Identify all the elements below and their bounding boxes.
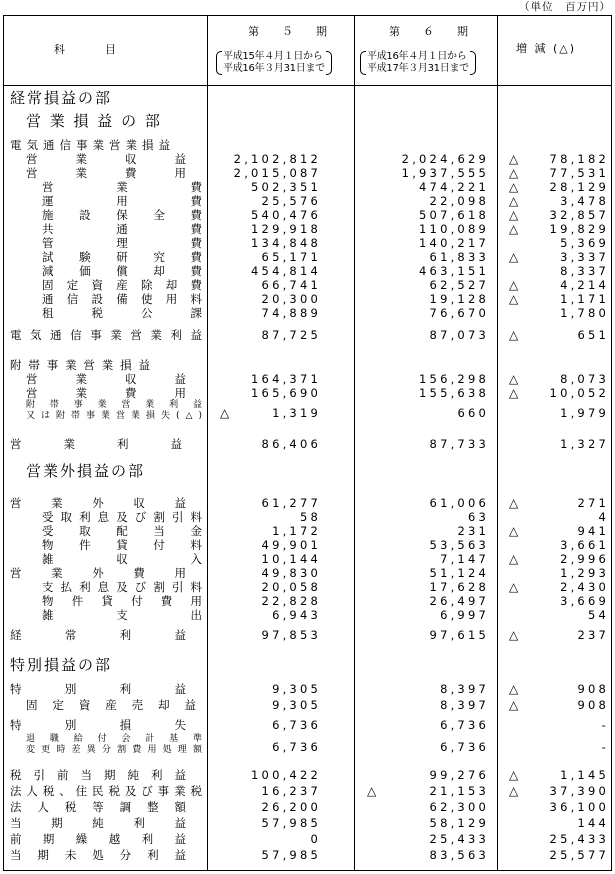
section-tokubetsu: 特別損益の部	[10, 656, 113, 674]
row-value-period5: 1,172	[272, 524, 321, 538]
row-value-period6: 1,937,555	[401, 166, 489, 180]
table-row	[4, 538, 613, 552]
row-value-period6: 97,615	[429, 628, 489, 642]
row-label: 附帯事業営業利益	[26, 400, 202, 410]
row-value-diff: 271	[577, 496, 609, 510]
table-row	[4, 768, 613, 782]
row-value-diff: 25,433	[549, 832, 609, 846]
row-value-period6: 231	[457, 524, 489, 538]
row-value-diff: 36,100	[549, 800, 609, 814]
table-row	[4, 816, 613, 830]
row-value-period5: 165,690	[251, 386, 321, 400]
row-value-period5: 49,901	[261, 538, 321, 552]
row-value-diff: 37,390	[549, 784, 609, 798]
row-label: 変更時差異分割費用処理額	[26, 745, 202, 755]
table-row	[4, 524, 613, 538]
section-keijo: 経常損益の部	[10, 89, 113, 107]
table-row	[4, 580, 613, 594]
row-value-period5: 454,814	[251, 264, 321, 278]
table-row	[4, 250, 613, 264]
row-label: 前期繰越利益	[10, 832, 186, 846]
table-row	[4, 328, 613, 342]
header-period6: 第 ６ 期	[389, 25, 474, 38]
row-value-diff: 1,780	[560, 306, 609, 320]
negative-mark-diff: △	[509, 682, 519, 696]
row-value-diff: 1,293	[560, 566, 609, 580]
row-value-diff: 908	[577, 682, 609, 696]
row-value-period5: 74,889	[261, 306, 321, 320]
row-label: 営 業 外 収 益	[10, 496, 186, 510]
row-label: 租 税 公 課	[42, 306, 202, 320]
row-value-period6: 2,024,629	[401, 152, 489, 166]
negative-mark-diff: △	[509, 372, 519, 386]
row-value-diff: 3,337	[560, 250, 609, 264]
row-value-period6: 87,733	[429, 437, 489, 451]
table-row	[4, 848, 613, 862]
row-value-period5: 6,736	[272, 718, 321, 732]
row-value-diff: 32,857	[549, 208, 609, 222]
income-statement-table	[3, 15, 612, 871]
row-value-diff: 4,214	[560, 278, 609, 292]
row-value-period6: 62,527	[429, 278, 489, 292]
row-value-period6: 51,124	[429, 566, 489, 580]
row-label: 雑 支 出	[42, 608, 202, 622]
row-value-period6: 155,638	[419, 386, 489, 400]
negative-mark-period6: △	[367, 784, 377, 798]
negative-mark-diff: △	[509, 328, 519, 342]
row-label: 営 業 費 用	[26, 166, 186, 180]
row-label: 営 業 費 用	[26, 386, 186, 400]
row-value-period6: 62,300	[429, 800, 489, 814]
row-label: 営 業 収 益	[26, 152, 186, 166]
row-label: 営 業 外 費 用	[10, 566, 186, 580]
negative-mark-diff: △	[509, 496, 519, 510]
row-value-period6: 660	[457, 406, 489, 420]
row-label: 法人税等調整額	[10, 800, 186, 814]
row-value-period6: 22,098	[429, 194, 489, 208]
row-value-period6: 58,129	[429, 816, 489, 830]
row-value-period6: 156,298	[419, 372, 489, 386]
unit-label: （単位 百万円）	[519, 1, 611, 13]
row-value-period6: 8,397	[440, 682, 489, 696]
table-row	[4, 386, 613, 400]
row-value-period6: 463,151	[419, 264, 489, 278]
row-value-period6: 6,997	[440, 608, 489, 622]
row-value-period5: 57,985	[261, 848, 321, 862]
row-label: 施 設 保 全 費	[42, 208, 202, 222]
row-label: 電気通信事業営業損益	[10, 138, 170, 152]
row-label: 税引前当期純利益	[10, 768, 186, 782]
row-label: 固定資産除却費	[42, 278, 202, 292]
row-label: 物 件 貸 付 料	[42, 538, 202, 552]
header-divider	[4, 85, 611, 86]
table-row	[4, 496, 613, 510]
table-row	[4, 734, 613, 755]
row-value-period6: 61,006	[429, 496, 489, 510]
table-row	[4, 208, 613, 222]
row-value-period5: 2,102,812	[233, 152, 321, 166]
row-label: 受取利息及び割引料	[42, 510, 202, 524]
row-value-period5: 66,741	[261, 278, 321, 292]
negative-mark-diff: △	[509, 580, 519, 594]
row-value-period5: 9,305	[272, 698, 321, 712]
row-value-diff: 5,369	[560, 236, 609, 250]
row-value-diff: 77,531	[549, 166, 609, 180]
row-value-diff: 28,129	[549, 180, 609, 194]
row-value-period5: 65,171	[261, 250, 321, 264]
row-value-diff: 8,073	[560, 372, 609, 386]
row-value-period5: 502,351	[251, 180, 321, 194]
row-label: 雑 収 入	[42, 552, 202, 566]
negative-mark-diff: △	[509, 292, 519, 306]
row-label: 退職給付会計基準	[26, 734, 202, 744]
row-value-diff: 19,829	[549, 222, 609, 236]
row-value-period6: 507,618	[419, 208, 489, 222]
table-row	[4, 628, 613, 642]
table-row	[4, 552, 613, 566]
row-label: 附帯事業営業損益	[10, 358, 150, 372]
row-value-period5: 164,371	[251, 372, 321, 386]
row-label: 又は附帯事業営業損失(△)	[26, 411, 202, 421]
row-value-diff: 237	[577, 628, 609, 642]
row-value-diff: 4	[598, 510, 609, 524]
row-label: 営 業 費	[42, 180, 202, 194]
row-value-period5: 97,853	[261, 628, 321, 642]
negative-mark-period5: △	[220, 406, 230, 420]
table-row	[4, 437, 613, 451]
row-value-period6: 6,736	[440, 740, 489, 754]
negative-mark-diff: △	[509, 278, 519, 292]
row-value-period6: 87,073	[429, 328, 489, 342]
negative-mark-diff: △	[509, 222, 519, 236]
period5-to: 平成16年３月31日まで	[223, 63, 325, 74]
row-value-period5: 16,237	[261, 784, 321, 798]
row-label: 法人税、住民税及び事業税	[10, 784, 202, 798]
row-value-diff: 144	[577, 816, 609, 830]
row-value-diff: 2,996	[560, 552, 609, 566]
row-label: 受 取 配 当 金	[42, 524, 202, 538]
row-value-diff: 54	[587, 608, 609, 622]
row-value-diff: 3,669	[560, 594, 609, 608]
row-value-period6: 25,433	[429, 832, 489, 846]
table-row	[4, 784, 613, 798]
row-value-period5: 87,725	[261, 328, 321, 342]
row-value-diff: 1,327	[560, 437, 609, 451]
table-row	[4, 306, 613, 320]
row-value-diff: 78,182	[549, 152, 609, 166]
table-row	[4, 236, 613, 250]
row-value-period6: 8,397	[440, 698, 489, 712]
negative-mark-diff: △	[509, 194, 519, 208]
table-row	[4, 832, 613, 846]
row-value-diff: 8,337	[560, 264, 609, 278]
table-row	[4, 372, 613, 386]
row-value-diff: 908	[577, 698, 609, 712]
row-label: 営 業 収 益	[26, 372, 186, 386]
row-value-period6: 83,563	[429, 848, 489, 862]
row-label: 特 別 損 失	[10, 718, 186, 732]
row-value-period6: 110,089	[419, 222, 489, 236]
period5-from: 平成15年４月１日から	[223, 51, 323, 62]
table-row	[4, 566, 613, 580]
negative-mark-diff: △	[509, 166, 519, 180]
row-value-period5: 6,736	[272, 740, 321, 754]
row-label: 当期未処分利益	[10, 848, 186, 862]
row-value-period6: 19,128	[429, 292, 489, 306]
negative-mark-diff: △	[509, 386, 519, 400]
negative-mark-diff: △	[509, 208, 519, 222]
row-value-period6: 61,833	[429, 250, 489, 264]
table-row	[4, 292, 613, 306]
row-value-diff: 25,577	[549, 848, 609, 862]
row-value-period5: 26,200	[261, 800, 321, 814]
row-label: 支払利息及び割引料	[42, 580, 202, 594]
row-value-period6: 26,497	[429, 594, 489, 608]
row-value-period6: 7,147	[440, 552, 489, 566]
row-label: 通信設備使用料	[42, 292, 202, 306]
row-label: 物件貸付費用	[42, 594, 202, 608]
negative-mark-diff: △	[509, 180, 519, 194]
table-row	[4, 222, 613, 236]
table-row	[4, 800, 613, 814]
row-value-period6: 474,221	[419, 180, 489, 194]
table-row	[4, 180, 613, 194]
table-row	[4, 138, 613, 152]
row-value-diff: 10,052	[549, 386, 609, 400]
header-period5: 第 ５ 期	[248, 25, 333, 38]
row-value-period6: 99,276	[429, 768, 489, 782]
row-label: 試 験 研 究 費	[42, 250, 202, 264]
row-value-period5: 6,943	[272, 608, 321, 622]
row-value-period5: 100,422	[251, 768, 321, 782]
negative-mark-diff: △	[509, 698, 519, 712]
row-value-period5: 2,015,087	[233, 166, 321, 180]
table-row	[4, 152, 613, 166]
negative-mark-diff: △	[509, 628, 519, 642]
row-value-diff: -	[601, 718, 609, 732]
row-value-period6: 63	[467, 510, 489, 524]
table-row	[4, 358, 613, 372]
section-eigyo: 営 業 損 益 の 部	[26, 112, 162, 130]
row-label: 共 通 費	[42, 222, 202, 236]
row-value-diff: 3,478	[560, 194, 609, 208]
negative-mark-diff: △	[509, 250, 519, 264]
row-label: 当 期 純 利 益	[10, 816, 186, 830]
header-period5-range	[223, 51, 325, 75]
row-label: 減 価 償 却 費	[42, 264, 202, 278]
table-row	[4, 608, 613, 622]
row-value-period6: 21,153	[429, 784, 489, 798]
row-value-diff: 1,145	[560, 768, 609, 782]
period6-from: 平成16年４月１日から	[367, 51, 467, 62]
table-row	[4, 718, 613, 732]
row-value-period6: 6,736	[440, 718, 489, 732]
row-value-diff: -	[601, 740, 609, 754]
row-value-period5: 20,300	[261, 292, 321, 306]
row-value-period5: 22,828	[261, 594, 321, 608]
row-label: 電気通信事業営業利益	[10, 328, 202, 342]
row-value-period5: 20,058	[261, 580, 321, 594]
row-value-period5: 9,305	[272, 682, 321, 696]
row-value-period5: 25,576	[261, 194, 321, 208]
row-value-period6: 17,628	[429, 580, 489, 594]
row-label: 経 常 利 益	[10, 628, 186, 642]
header-diff: 増 減 (△)	[516, 42, 577, 55]
table-row	[4, 194, 613, 208]
row-value-diff: 1,171	[560, 292, 609, 306]
row-value-period6: 140,217	[419, 236, 489, 250]
negative-mark-diff: △	[509, 152, 519, 166]
row-label: 固定資産売却益	[26, 698, 196, 712]
table-row	[4, 698, 613, 712]
row-value-period5: 129,918	[251, 222, 321, 236]
row-value-diff: 3,661	[560, 538, 609, 552]
row-value-diff: 2,430	[560, 580, 609, 594]
row-value-diff: 651	[577, 328, 609, 342]
row-label: 特 別 利 益	[10, 682, 186, 696]
row-value-period5: 1,319	[272, 406, 321, 420]
header-account: 科 目	[54, 43, 122, 56]
negative-mark-diff: △	[509, 552, 519, 566]
row-label: 営 業 利 益	[10, 437, 182, 451]
section-eigyogai: 営業外損益の部	[26, 462, 146, 480]
negative-mark-diff: △	[509, 784, 519, 798]
table-row	[4, 400, 613, 421]
table-row	[4, 510, 613, 524]
negative-mark-diff: △	[509, 768, 519, 782]
row-value-diff: 1,979	[560, 406, 609, 420]
row-value-period5: 58	[299, 510, 321, 524]
table-row	[4, 166, 613, 180]
negative-mark-diff: △	[509, 524, 519, 538]
header-period6-range	[367, 51, 469, 75]
table-row	[4, 278, 613, 292]
row-value-diff: 941	[577, 524, 609, 538]
row-value-period5: 86,406	[261, 437, 321, 451]
row-value-period6: 76,670	[429, 306, 489, 320]
row-label: 管 理 費	[42, 236, 202, 250]
table-row	[4, 682, 613, 696]
period6-to: 平成17年３月31日まで	[367, 63, 469, 74]
table-row	[4, 264, 613, 278]
table-row	[4, 594, 613, 608]
row-label: 運 用 費	[42, 194, 202, 208]
row-value-period5: 0	[310, 832, 321, 846]
row-value-period5: 61,277	[261, 496, 321, 510]
row-value-period5: 540,476	[251, 208, 321, 222]
row-value-period5: 57,985	[261, 816, 321, 830]
row-value-period6: 53,563	[429, 538, 489, 552]
row-value-period5: 10,144	[261, 552, 321, 566]
row-value-period5: 49,830	[261, 566, 321, 580]
row-value-period5: 134,848	[251, 236, 321, 250]
